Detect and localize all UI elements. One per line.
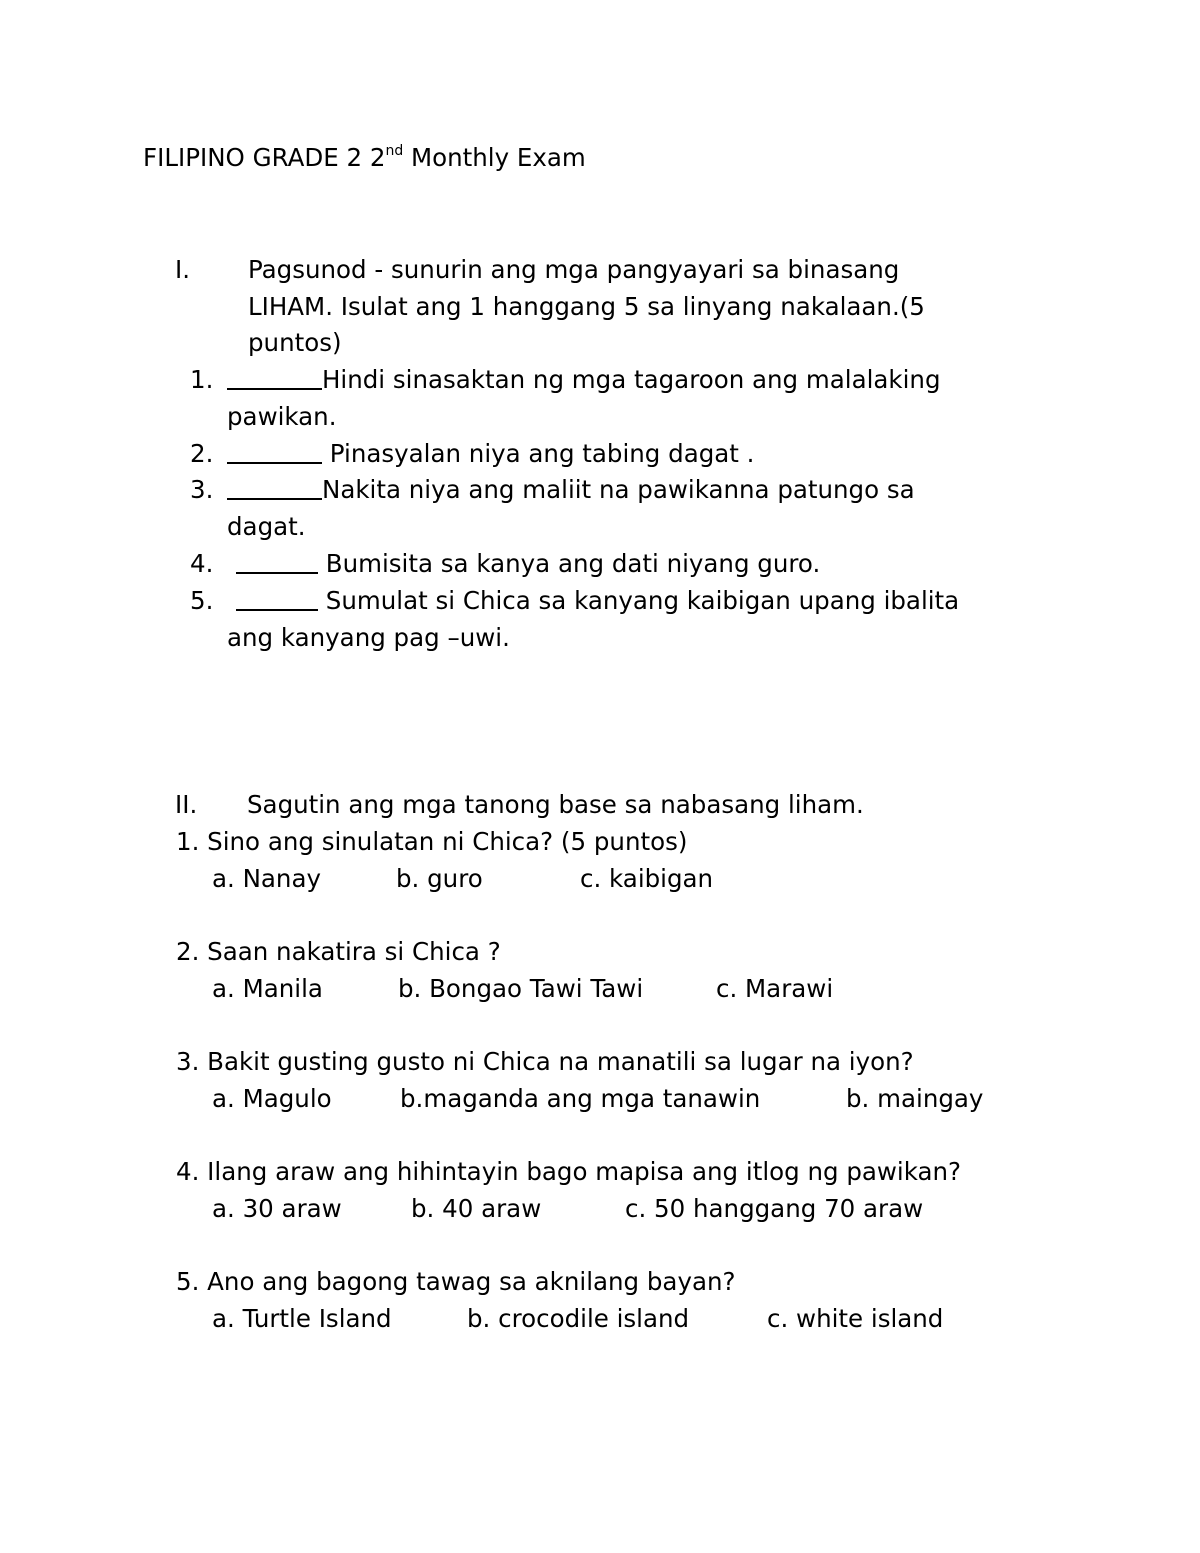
item-number: 1. [190,365,214,394]
title-superscript: nd [385,142,404,159]
item-text: Nakita niya ang maliit na pawikanna patungo sa [322,475,915,504]
item-text-continued: dagat. [227,512,306,541]
answer-blank[interactable] [236,550,318,574]
choice-a[interactable]: a. 30 araw [212,1194,342,1223]
choice-c[interactable]: c. white island [767,1304,944,1333]
list-item [227,472,915,509]
section-2-instruction: Sagutin ang mga tanong base sa nabasang liham. [247,790,864,819]
item-number: 3. [190,475,214,504]
choice-a[interactable]: a. Turtle Island [212,1304,392,1333]
question-text: 1. Sino ang sinulatan ni Chica? (5 puntos) [176,827,688,856]
title-prefix: FILIPINO GRADE 2 2 [143,143,386,172]
item-text: Sumulat si Chica sa kanyang kaibigan upang ibalita [318,586,960,615]
choice-a[interactable]: a. Nanay [212,864,321,893]
choice-c[interactable]: b. maingay [846,1084,984,1113]
answer-blank[interactable] [236,587,318,611]
item-text: Hindi sinasaktan ng mga tagaroon ang malalaking [322,365,941,394]
question-text: 2. Saan nakatira si Chica ? [176,937,501,966]
choice-c[interactable]: c. 50 hanggang 70 araw [625,1194,924,1223]
item-number: 2. [190,439,214,468]
list-item [236,583,959,620]
choice-a[interactable]: a. Manila [212,974,323,1003]
item-text-continued: ang kanyang pag –uwi. [227,623,510,652]
section-1-instruction-line: puntos) [248,328,342,357]
list-item [236,546,820,583]
question-text: 4. Ilang araw ang hihintayin bago mapisa ang itlog ng pawikan? [176,1157,962,1186]
answer-blank[interactable] [227,476,322,500]
question-text: 5. Ano ang bagong tawag sa aknilang bayan? [176,1267,736,1296]
item-text: Pinasyalan niya ang tabing dagat . [322,439,755,468]
section-1-instruction-line: Pagsunod - sunurin ang mga pangyayari sa binasang [248,255,900,284]
list-item [227,436,754,473]
answer-blank[interactable] [227,440,322,464]
question-text: 3. Bakit gusting gusto ni Chica na manatili sa lugar na iyon? [176,1047,914,1076]
page-title [143,140,586,177]
section-2-numeral: II. [175,790,198,819]
choice-b[interactable]: b. guro [396,864,483,893]
choice-b[interactable]: b. crocodile island [467,1304,690,1333]
item-text-continued: pawikan. [227,402,337,431]
item-number: 4. [190,549,214,578]
choice-b[interactable]: b. Bongao Tawi Tawi [398,974,644,1003]
list-item [227,362,941,399]
choice-b[interactable]: b. 40 araw [411,1194,542,1223]
section-1-instruction-line: LIHAM. Isulat ang 1 hanggang 5 sa linyang nakalaan.(5 [248,292,925,321]
item-text: Bumisita sa kanya ang dati niyang guro. [318,549,821,578]
section-1-numeral: I. [175,255,191,284]
choice-c[interactable]: c. Marawi [716,974,834,1003]
answer-blank[interactable] [227,366,322,390]
item-number: 5. [190,586,214,615]
title-suffix: Monthly Exam [403,143,586,172]
choice-c[interactable]: c. kaibigan [580,864,714,893]
choice-a[interactable]: a. Magulo [212,1084,332,1113]
choice-b[interactable]: b.maganda ang mga tanawin [400,1084,761,1113]
